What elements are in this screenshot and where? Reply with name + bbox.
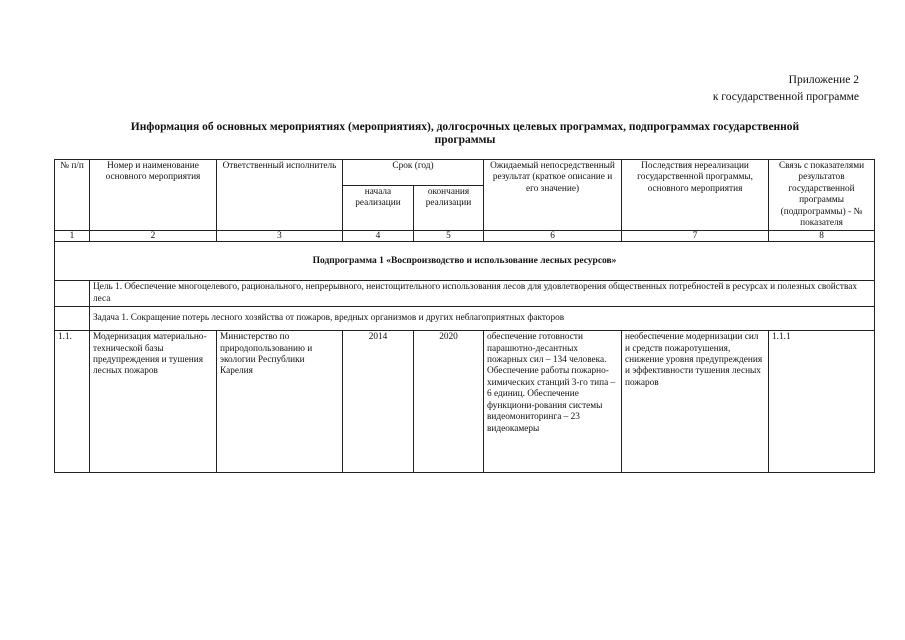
appendix-line-2: к государственной программе (712, 91, 859, 103)
row-name: Модернизация материально-технической базы предупреждения и тушения лесных пожаров (90, 331, 217, 473)
table-header-row (55, 160, 875, 186)
row-result: обеспечение готовности парашютно-десантных пожарных сил – 134 человека. Обеспечение работы пожарно-химических станций 3-го типа – 6 единиц. Обеспечение функциони-рования системы видеомониторинга – 23 видеокамеры (484, 331, 622, 473)
column-number: 7 (622, 231, 769, 242)
task-num-cell (55, 307, 90, 331)
header-num: № п/п (55, 160, 90, 231)
appendix-line-1: Приложение 2 (788, 74, 859, 86)
row-consequences: необеспечение модернизации сил и средств пожаротушения, снижение уровня предупреждения и эффективности тушения лесных пожаров (622, 331, 769, 473)
header-result: Ожидаемый непосредственный результат (краткое описание и его значение) (484, 160, 622, 231)
column-number: 8 (769, 231, 875, 242)
header-term-end: окончания реализации (414, 185, 484, 231)
column-number: 2 (90, 231, 217, 242)
document-title (60, 121, 870, 147)
column-number: 1 (55, 231, 90, 242)
column-numbers-row (55, 231, 875, 242)
header-executor: Ответственный исполнитель (217, 160, 343, 231)
subprogram-row (55, 242, 875, 281)
header-link: Связь с показателями результатов государственной программы (подпрограммы) - № показателя (769, 160, 875, 231)
row-start-year: 2014 (343, 331, 414, 473)
column-number: 4 (343, 231, 414, 242)
document-title-line-1: Информация об основных мероприятиях (мероприятиях), долгосрочных целевых программах, подпрограммах государственной (130, 121, 800, 133)
header-term: Срок (год) (343, 160, 484, 186)
header-term-start: начала реализации (343, 185, 414, 231)
row-executor: Министерство по природопользованию и экологии Республики Карелия (217, 331, 343, 473)
row-link: 1.1.1 (769, 331, 875, 473)
column-number: 3 (217, 231, 343, 242)
column-number: 5 (414, 231, 484, 242)
document-title-line-2: программы (434, 134, 496, 146)
activities-table (54, 159, 875, 473)
row-num: 1.1. (55, 331, 90, 473)
goal-row (55, 281, 875, 307)
task-text: Задача 1. Сокращение потерь лесного хозяйства от пожаров, вредных организмов и других неблагоприятных факторов (90, 307, 875, 331)
row-end-year: 2020 (414, 331, 484, 473)
header-name: Номер и наименование основного мероприятия (90, 160, 217, 231)
subprogram-title: Подпрограмма 1 «Воспроизводство и использование лесных ресурсов» (55, 242, 875, 281)
table-row (55, 331, 875, 473)
header-consequences: Последствия нереализации государственной программы, основного мероприятия (622, 160, 769, 231)
goal-text: Цель 1. Обеспечение многоцелевого, рационального, непрерывного, неистощительного использования лесов для удовлетворения общественных потребностей в ресурсах и полезных свойствах леса (90, 281, 875, 307)
task-row (55, 307, 875, 331)
goal-num-cell (55, 281, 90, 307)
column-number: 6 (484, 231, 622, 242)
appendix-note (713, 72, 859, 106)
